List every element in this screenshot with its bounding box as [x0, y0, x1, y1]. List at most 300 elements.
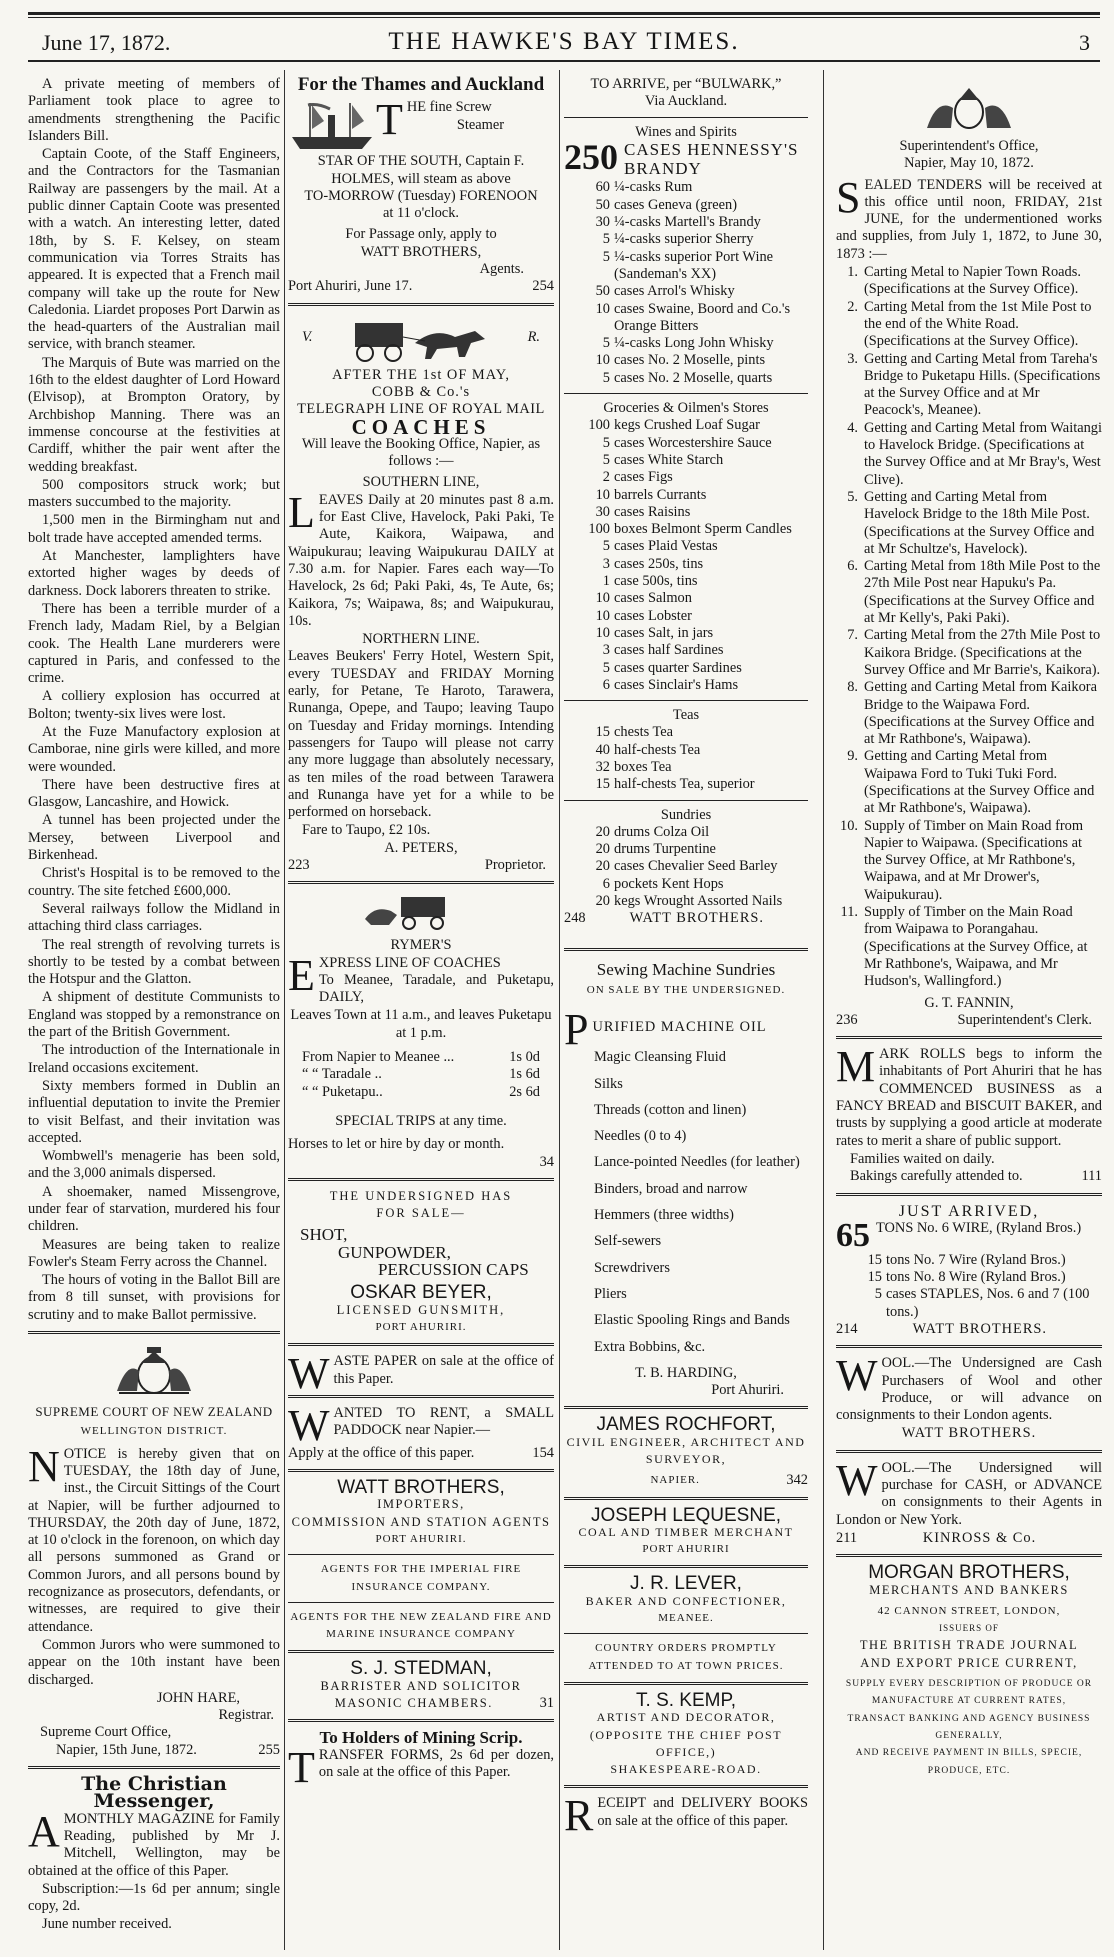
- list-item: [564, 742, 808, 759]
- court-notice-2: Common Jurors who were summoned to appear on the 10th instant have been discharged.: [28, 1636, 280, 1688]
- news-item: 500 compositors struck work; but masters succumbed to the majority.: [28, 476, 280, 511]
- cobb-line: TELEGRAPH LINE OF ROYAL MAIL: [297, 401, 545, 418]
- court-notice: OTICE is hereby given that on TUESDAY, the 18th day of June, inst., the Circuit Sittings of the Court at Napier, will be further adjourned to THURSDAY, the 20th day of June, 1872, at 10 o'clock in the forenoon, on which day all persons summoned as Grand or Common Jurors, and all persons bound by recognizance as prosecutors, defendants, or witnesses, are required to give their attendance.: [28, 1445, 280, 1635]
- kemp-trade: ARTIST AND DECORATOR,: [596, 1710, 776, 1725]
- tender-item: [836, 489, 1102, 558]
- divider: [288, 1178, 554, 1181]
- news-item: A tunnel has been projected under the Mersey, between Liverpool and Birkenhead.: [28, 812, 280, 864]
- morgan-name: MORGAN BROTHERS,: [868, 1562, 1070, 1584]
- item-description: half-chests Tea, superior: [614, 776, 755, 793]
- court-title: SUPREME COURT OF NEW ZEALAND: [35, 1404, 273, 1420]
- morgan-address: 42 CANNON STREET, LONDON,: [877, 1604, 1061, 1617]
- item-quantity: 15: [595, 776, 610, 793]
- tender-number: 9.: [847, 748, 858, 765]
- list-item: [564, 435, 808, 452]
- court-district: WELLINGTON DISTRICT.: [80, 1425, 228, 1438]
- news-item: The Marquis of Bute was married on the 16th to the eldest daughter of Lord Howard (Elvisop), at Brompton Oratory, by Archbishop Manning. There was an immense concourse at the festivities at Cardiff, whither the pair went after the wedding breakfast.: [28, 354, 280, 475]
- divider: [564, 800, 808, 801]
- watt-name: WATT BROTHERS,: [337, 1477, 505, 1499]
- fare-route: “ “ Taradale ..: [302, 1066, 382, 1083]
- royal-arms-icon: [109, 1341, 199, 1397]
- divider: [836, 1450, 1102, 1453]
- dropcap: W: [288, 1400, 330, 1450]
- tender-item: [836, 748, 1102, 817]
- ad-number: 254: [532, 278, 554, 295]
- item-shot: SHOT,: [300, 1225, 348, 1245]
- item-quantity: 100: [588, 417, 610, 434]
- wire-signatory: WATT BROTHERS.: [912, 1321, 1048, 1337]
- list-item: [564, 249, 808, 284]
- lever-trade: BAKER AND CONFECTIONER,: [585, 1593, 787, 1608]
- item-description: ¼-casks Long John Whisky: [614, 335, 774, 352]
- masthead: [28, 0, 1100, 64]
- item-description: tons No. 7 Wire (Ryland Bros.): [886, 1251, 1066, 1268]
- item-description: cases Figs: [614, 469, 673, 486]
- ad-number: 248: [564, 910, 586, 927]
- divider: [564, 1633, 808, 1634]
- news-item: Measures are being taken to realize Fowler's Steam Ferry across the Channel.: [28, 1236, 280, 1270]
- cobb-after: AFTER THE 1st OF MAY,: [332, 366, 510, 383]
- coach-icon: [361, 891, 481, 931]
- list-item: [564, 824, 808, 841]
- steamer-ship-icon: [288, 97, 376, 153]
- item-quantity: 5: [602, 659, 610, 676]
- list-item: [564, 724, 808, 741]
- rochfort-trade: CIVIL ENGINEER, ARCHITECT AND SURVEYOR,: [566, 1434, 806, 1466]
- beyer-line1: THE UNDERSIGNED HAS: [329, 1188, 513, 1203]
- thames-agents: Agents.: [479, 261, 524, 278]
- sewing-item: Self-sewers: [594, 1233, 662, 1250]
- lequesne-place: PORT AHURIRI: [642, 1543, 730, 1556]
- item-quantity: 5: [602, 369, 610, 386]
- item-quantity: 40: [595, 741, 610, 758]
- column-4: [836, 76, 1102, 1951]
- list-item: [564, 370, 808, 387]
- kemp-line3: SHAKESPEARE-ROAD.: [610, 1762, 762, 1777]
- tender-item: [836, 627, 1102, 679]
- item-description: cases Swaine, Boord and Co.'s Orange Bitters: [614, 300, 791, 334]
- tender-description: Supply of Timber on Main Road from Napier to Waipawa. (Specifications at the Survey Office, at Mr Rathbone's, Waipawa, and at Mr Drower's, Waipukurau).: [864, 817, 1084, 903]
- tender-list: [836, 264, 1102, 990]
- rolls-body: ARK ROLLS begs to inform the inhabitants of Port Ahuriri that he has COMMENCED BUSINESS as a FANCY BREAD and BISCUIT BAKER, and trusts by supplying a good article at moderate rates to merit a share of public support.: [836, 1046, 1102, 1149]
- list-item: [564, 677, 808, 694]
- fare-route: “ “ Puketapu..: [302, 1083, 383, 1100]
- thames-line5: at 11 o'clock.: [383, 205, 459, 222]
- list-item: [564, 469, 808, 486]
- rochfort-name: JAMES ROCHFORT,: [596, 1414, 776, 1436]
- item-description: ¼-casks Rum: [614, 179, 693, 196]
- ad-number: 236: [836, 1011, 858, 1028]
- list-item: [564, 301, 808, 336]
- news-item: Christ's Hospital is to be removed to the country. The site fetched £600,000.: [28, 865, 280, 899]
- sewing-item: Extra Bobbins, &c.: [594, 1338, 706, 1355]
- item-description: cases Chevalier Seed Barley: [614, 858, 778, 875]
- column-divider: [823, 70, 824, 1950]
- item-quantity: 30: [595, 214, 610, 231]
- item-percussion-caps: PERCUSSION CAPS: [378, 1260, 529, 1280]
- morgan-desc3: AND RECEIVE PAYMENT IN BILLS, SPECIE, PRODUCE, ETC.: [855, 1748, 1083, 1776]
- item-description: cases Geneva (green): [614, 196, 738, 213]
- divider: [836, 1193, 1102, 1196]
- news-item: Captain Coote, of the Staff Engineers, and the Contractors for the Tasmanian Railway are passengers by the mail. At a public dinner Captain Coote was presented with a watch. An interesting letter, dated 18th, by S. F. Kelsey, on steam communication via Torres Straits has appeared. It is expected that a French mail company will take up the route for New Caledonia. Liardet proposes Port Darwin as the head-quarters of the Australian mail service, with branch steamer.: [28, 146, 280, 353]
- item-quantity: 1: [602, 573, 610, 590]
- sewing-item: Needles (0 to 4): [594, 1128, 687, 1145]
- item-description: pockets Kent Hops: [614, 875, 724, 892]
- list-item: [564, 197, 808, 214]
- groceries-heading: Groceries & Oilmen's Stores: [603, 400, 769, 417]
- item-quantity: 5: [602, 538, 610, 555]
- sewing-item: Threads (cotton and linen): [594, 1101, 747, 1118]
- item-description: tons No. 8 Wire (Ryland Bros.): [886, 1269, 1066, 1286]
- sewing-item: Binders, broad and narrow: [594, 1180, 748, 1197]
- tender-number: 3.: [847, 350, 858, 367]
- list-item: [564, 556, 808, 573]
- arrive-via: Via Auckland.: [644, 93, 728, 110]
- sewing-title: Sewing Machine Sundries: [596, 959, 776, 979]
- vr-right: R.: [527, 329, 540, 346]
- tender-number: 10.: [840, 817, 858, 834]
- tender-number: 1.: [847, 264, 858, 281]
- rolls-line2: Families waited on daily.: [850, 1150, 995, 1167]
- ad-number: 223: [288, 856, 310, 873]
- item-quantity: 6: [602, 676, 610, 693]
- fare-price: 1s 6d: [509, 1066, 540, 1083]
- rymer-line3: Leaves Town at 11 a.m., and leaves Puketapu at 1 p.m.: [290, 1007, 552, 1041]
- tender-intro: EALED TENDERS will be received at this office until noon, FRIDAY, 21st JUNE, for the undermentioned works and supplies, from July 1, 1872, to June 30, 1873 :—: [836, 176, 1102, 262]
- item-quantity: 32: [595, 758, 610, 775]
- sewing-item: Silks: [594, 1075, 623, 1092]
- tender-item: [836, 420, 1102, 489]
- item-quantity: 30: [595, 503, 610, 520]
- fare-price: 1s 0d: [509, 1049, 540, 1066]
- cobb-name: COBB & Co.'s: [371, 383, 471, 400]
- messenger-body: MONTHLY MAGAZINE for Family Reading, published by Mr J. Mitchell, Wellington, may be obtained at the office of this Paper.: [28, 1810, 280, 1879]
- tender-description: Carting Metal from the 27th Mile Post to Kaikora Bridge. (Specifications at the Survey Office and Mr Barrie's, Kaikora).: [864, 627, 1101, 678]
- wire-list: [836, 1252, 1102, 1321]
- news-item: A colliery explosion has occurred at Bolton; twenty-six lives were lost.: [28, 688, 280, 722]
- item-description: half-chests Tea: [614, 741, 701, 758]
- item-quantity: 20: [595, 858, 610, 875]
- ad-number: 214: [836, 1321, 858, 1337]
- column-1: [28, 76, 280, 1951]
- divider: [564, 948, 808, 951]
- sundries-list: [564, 824, 808, 910]
- list-item: [564, 521, 808, 538]
- dropcap: T: [376, 95, 403, 145]
- item-quantity: 50: [595, 196, 610, 213]
- dropcap: L: [288, 487, 315, 537]
- item-quantity: 100: [588, 521, 610, 538]
- news-briefs: [28, 76, 280, 1324]
- tender-item: [836, 904, 1102, 990]
- news-item: A shoemaker, named Missengrove, under fear of starvation, murdered his four children.: [28, 1183, 280, 1235]
- list-item: [564, 487, 808, 504]
- southern-line-title: SOUTHERN LINE,: [362, 474, 480, 491]
- item-quantity: 5: [602, 231, 610, 248]
- news-item: Sixty members formed in Dublin an influential deputation to invite the Premier to visit Belfast, and their invitation was accepted.: [28, 1077, 280, 1146]
- wool2-body: OOL.—The Undersigned will purchase for CASH, or ADVANCE on consignments to their Agents in London or New York.: [836, 1459, 1102, 1528]
- list-item: [836, 1269, 1102, 1286]
- tender-date: Napier, May 10, 1872.: [904, 155, 1034, 172]
- list-item: [564, 776, 808, 793]
- divider: [836, 1036, 1102, 1039]
- journal-line1: THE BRITISH TRADE JOURNAL: [859, 1638, 1079, 1653]
- fare-row: [302, 1084, 540, 1101]
- item-quantity: 10: [595, 352, 610, 369]
- tender-description: Supply of Timber on the Main Road from Waipawa to Porangahau. (Specifications at the Survey Office, at Mr Rathbone's, Waipawa, and Mr Hudson's, Wallingford.): [864, 904, 1088, 990]
- watt-line1: IMPORTERS,: [377, 1497, 465, 1512]
- divider: [564, 700, 808, 701]
- stedman-name: S. J. STEDMAN,: [350, 1658, 492, 1680]
- list-item: [564, 352, 808, 369]
- tender-office: Superintendent's Office,: [899, 138, 1039, 154]
- item-quantity: 50: [595, 283, 610, 300]
- item-description: ¼-casks Martell's Brandy: [614, 214, 761, 231]
- cobb-leave: Will leave the Booking Office, Napier, as follows :—: [301, 435, 541, 470]
- item-quantity: 5: [602, 451, 610, 468]
- ad-number: 154: [532, 1444, 554, 1461]
- list-item: [564, 759, 808, 776]
- list-item: [564, 858, 808, 875]
- dropcap: E: [288, 950, 315, 1000]
- arrive-signatory: WATT BROTHERS.: [629, 910, 765, 927]
- news-item: At the Fuze Manufactory explosion at Camborae, nine girls were killed, and more were wounded.: [28, 723, 280, 775]
- item-description: kegs Crushed Loaf Sugar: [614, 417, 760, 434]
- rymer-name: RYMER'S: [390, 937, 452, 954]
- ad-number: 34: [539, 1153, 554, 1170]
- machine-oil: URIFIED MACHINE OIL: [592, 1019, 767, 1036]
- tender-description: Getting and Carting Metal from Waipawa Ford to Tuki Tuki Ford. (Specifications at the Survey Office and at Mr Rathbone's, Waipawa).: [864, 748, 1095, 817]
- tender-signatory: G. T. FANNIN,: [924, 994, 1014, 1011]
- watt-line3: PORT AHURIRI.: [375, 1533, 467, 1545]
- item-description: drums Turpentine: [614, 841, 716, 858]
- tender-item: [836, 299, 1102, 351]
- item-description: cases Raisins: [614, 503, 691, 520]
- wire-head: JUST ARRIVED,: [898, 1202, 1040, 1220]
- vr-left: V.: [302, 329, 313, 346]
- sewing-item: Magic Cleansing Fluid: [594, 1049, 726, 1066]
- item-quantity: 10: [595, 607, 610, 624]
- watt-agent2: AGENTS FOR THE NEW ZEALAND FIRE AND MARINE INSURANCE COMPANY: [290, 1610, 552, 1641]
- divider: [836, 1554, 1102, 1557]
- wine-list: [564, 179, 808, 387]
- dropcap: S: [836, 172, 861, 222]
- item-description: ¼-casks superior Port Wine (Sandeman's XX): [614, 248, 774, 282]
- list-item: [564, 283, 808, 300]
- list-item: [564, 214, 808, 231]
- item-description: boxes Tea: [614, 758, 672, 775]
- news-item: A shipment of destitute Communists to England was stopped by a remonstrance on the part of the British Government.: [28, 989, 280, 1041]
- item-quantity: 15: [867, 1269, 882, 1286]
- divider: [288, 303, 554, 306]
- ad-number: 111: [1081, 1168, 1102, 1185]
- news-item: Wombwell's menagerie has been sold, and the 3,000 animals dispersed.: [28, 1148, 280, 1182]
- masthead-rule-bottom: [28, 60, 1100, 62]
- item-quantity: 20: [595, 893, 610, 910]
- item-description: cases Plaid Vestas: [614, 538, 718, 555]
- news-item: A private meeting of members of Parliament took place to agree to amendments strengthening the Pacific Islanders Bill.: [28, 76, 280, 144]
- item-quantity: 10: [595, 590, 610, 607]
- beyer-place: PORT AHURIRI.: [375, 1320, 467, 1333]
- sewing-item: Lance-pointed Needles (for leather): [594, 1154, 800, 1171]
- tender-item: [836, 351, 1102, 420]
- item-quantity: 10: [595, 486, 610, 503]
- divider: [564, 1565, 808, 1568]
- sundries-heading: Sundries: [660, 806, 712, 823]
- item-description: cases Salmon: [614, 590, 692, 607]
- lever-place: MEANEE.: [658, 1612, 714, 1625]
- tender-description: Carting Metal from 18th Mile Post to the 27th Mile Post near Hapuku's Pa. (Specifications at the Survey Office and at Mr Kelly's, Paki Paki).: [864, 558, 1101, 627]
- ad-number: 342: [786, 1472, 808, 1489]
- item-description: chests Tea: [614, 724, 674, 741]
- kemp-name: T. S. KEMP,: [636, 1689, 736, 1711]
- beyer-name: OSKAR BEYER,: [350, 1282, 492, 1304]
- item-quantity: 15: [867, 1251, 882, 1268]
- column-divider: [559, 70, 560, 1950]
- stedman-place: MASONIC CHAMBERS.: [334, 1696, 493, 1711]
- divider: [288, 881, 554, 884]
- news-item: At Manchester, lamplighters have extorted higher wages by deeds of darkness. Dock laborers threaten to strike.: [28, 548, 280, 599]
- teas-heading: Teas: [672, 707, 700, 724]
- column-3: [564, 76, 808, 1951]
- watt-agent1: AGENTS FOR THE IMPERIAL FIRE INSURANCE COMPANY.: [320, 1563, 522, 1593]
- list-item: [564, 841, 808, 858]
- morgan-desc2: TRANSACT BANKING AND AGENCY BUSINESS GENERALLY,: [847, 1713, 1091, 1741]
- column-2: [288, 76, 554, 1951]
- lequesne-trade: COAL AND TIMBER MERCHANT: [578, 1524, 794, 1539]
- item-description: cases STAPLES, Nos. 6 and 7 (100 tons.): [886, 1286, 1090, 1320]
- ad-number: 211: [836, 1529, 858, 1546]
- divider: [28, 1766, 280, 1769]
- list-item: [564, 590, 808, 607]
- court-office: Supreme Court Office,: [40, 1724, 172, 1741]
- tender-description: Carting Metal to Napier Town Roads. (Specifications at the Survey Office).: [864, 264, 1081, 298]
- item-description: cases 250s, tins: [614, 555, 704, 572]
- dropcap: P: [564, 1009, 589, 1050]
- journal-line2: AND EXPORT PRICE CURRENT,: [860, 1655, 1078, 1670]
- fare-row: [302, 1066, 540, 1083]
- messenger-subscription: Subscription:—1s 6d per annum; single copy, 2d.: [28, 1880, 280, 1915]
- list-item: [564, 452, 808, 469]
- divider: [564, 117, 808, 118]
- item-description: cases No. 2 Moselle, quarts: [614, 369, 773, 386]
- taupo-fare: Fare to Taupo, £2 10s.: [302, 822, 431, 839]
- arrive-title: TO ARRIVE, per “BULWARK,”: [590, 76, 782, 92]
- news-item: There has been a terrible murder of a French lady, Madam Riel, by a Belgian cook. The Health Lane murderers were captured in Paris, and confessed to the crime.: [28, 600, 280, 687]
- rochfort-place: NAPIER.: [650, 1474, 700, 1487]
- dropcap: N: [28, 1441, 60, 1491]
- item-description: cases Lobster: [614, 607, 692, 624]
- rymer-line2: To Meanee, Taradale, and Puketapu, DAILY,: [318, 971, 554, 1006]
- item-description: cases No. 2 Moselle, pints: [614, 352, 766, 369]
- tender-number: 11.: [840, 904, 858, 921]
- tender-number: 5.: [847, 488, 858, 505]
- southern-line-body: EAVES Daily at 20 minutes past 8 a.m. for East Clive, Havelock, Paki Paki, Te Aute, Kaikora, Waipawa, and Waipukurau; leaving Waipukurau DAILY at 7.30 a.m. for Napier. Fares each way—To Havelock, 2s 6d; Paki Paki, 4s, Te Aute, 6s; Kaikora, 7s; Waipawa, 8s; and Waipukurau, 10s.: [288, 491, 554, 629]
- news-item: Several railways follow the Midland in attaching third class carriages.: [28, 900, 280, 935]
- cobb-role: Proprietor.: [484, 856, 546, 873]
- item-description: ¼-casks superior Sherry: [614, 231, 754, 248]
- list-item: [564, 660, 808, 677]
- divider: [564, 1406, 808, 1409]
- thames-title: For the Thames and Auckland: [297, 76, 545, 95]
- sewing-place: Port Ahuriri.: [711, 1382, 784, 1399]
- dropcap: T: [288, 1742, 315, 1792]
- kemp-line2: (OPPOSITE THE CHIEF POST OFFICE,): [589, 1727, 783, 1759]
- fare-table: [288, 1043, 554, 1107]
- item-description: cases Sinclair's Hams: [614, 676, 739, 693]
- item-description: barrels Currants: [614, 486, 707, 503]
- page-number: 3: [1079, 30, 1090, 55]
- receipt-body: ECEIPT and DELIVERY BOOKS on sale at the office of this paper.: [597, 1795, 808, 1829]
- cobb-signatory: A. PETERS,: [384, 839, 458, 856]
- tender-number: 2.: [847, 298, 858, 315]
- list-item: [564, 608, 808, 625]
- dropcap: W: [836, 1455, 878, 1505]
- lever-name: J. R. LEVER,: [630, 1573, 742, 1595]
- list-item: [564, 504, 808, 521]
- morgan-trade: MERCHANTS AND BANKERS: [869, 1582, 1069, 1597]
- court-signatory: JOHN HARE,: [156, 1689, 240, 1706]
- item-description: case 500s, tins: [614, 573, 698, 590]
- issue-date: June 17, 1872.: [42, 30, 171, 55]
- item-quantity: 10: [595, 624, 610, 641]
- divider: [564, 1785, 808, 1788]
- list-item: [564, 231, 808, 248]
- cobb-coaches: COACHES: [351, 414, 491, 439]
- sewing-signatory: T. B. HARDING,: [635, 1364, 737, 1381]
- thames-agent: WATT BROTHERS,: [360, 243, 482, 260]
- item-description: cases half Sardines: [614, 642, 724, 659]
- ad-number: 31: [539, 1695, 554, 1712]
- list-item: [564, 417, 808, 434]
- divider: [288, 1719, 554, 1722]
- news-item: The introduction of the Internationale in Ireland occasions excitement.: [28, 1042, 280, 1076]
- divider: [564, 1682, 808, 1685]
- stedman-trade: BARRISTER AND SOLICITOR: [320, 1678, 522, 1693]
- fare-row: [302, 1049, 540, 1066]
- crest-icon: [921, 82, 1017, 132]
- thames-line2: Steamer: [456, 116, 505, 133]
- masthead-rule: [28, 12, 1100, 15]
- item-quantity: 3: [602, 555, 610, 572]
- wool1-signatory: WATT BROTHERS.: [901, 1425, 1037, 1442]
- list-item: [564, 642, 808, 659]
- dropcap: W: [288, 1349, 330, 1399]
- item-quantity: 5: [602, 434, 610, 451]
- tender-description: Getting and Carting Metal from Tareha's Bridge to Puketapu Hills. (Specifications at the Survey Office and at Mr Peacock's, Meanee).: [864, 350, 1101, 419]
- item-description: cases Arrol's Whisky: [614, 283, 735, 300]
- divider: [836, 1345, 1102, 1348]
- sewing-sub: ON SALE BY THE UNDERSIGNED.: [586, 983, 786, 996]
- item-quantity: 10: [595, 300, 610, 317]
- tender-description: Getting and Carting Metal from Kaikora Bridge to the Waipawa Ford. (Specifications at the Survey Office and at Mr Rathbone's, Waipawa).: [864, 679, 1097, 748]
- wool2-signatory: KINROSS & Co.: [922, 1529, 1037, 1546]
- tender-number: 7.: [847, 627, 858, 644]
- tender-number: 4.: [847, 419, 858, 436]
- wire-line1: TONS No. 6 WIRE, (Ryland Bros.): [876, 1219, 1082, 1236]
- big-number: 65: [836, 1219, 870, 1252]
- item-description: cases Worcestershire Sauce: [614, 434, 772, 451]
- column-divider: [284, 70, 285, 1950]
- morgan-desc1: SUPPLY EVERY DESCRIPTION OF PRODUCE OR MANUFACTURE AT CURRENT RATES,: [845, 1679, 1093, 1707]
- tender-role: Superintendent's Clerk.: [957, 1011, 1092, 1028]
- tender-number: 6.: [847, 558, 858, 575]
- fare-price: 2s 6d: [509, 1083, 540, 1100]
- lever-note: COUNTRY ORDERS PROMPTLY ATTENDED TO AT TOWN PRICES.: [588, 1642, 784, 1672]
- divider: [288, 1554, 554, 1555]
- horses-to-let: Horses to let or hire by day or month.: [288, 1136, 505, 1153]
- divider: [28, 1331, 280, 1334]
